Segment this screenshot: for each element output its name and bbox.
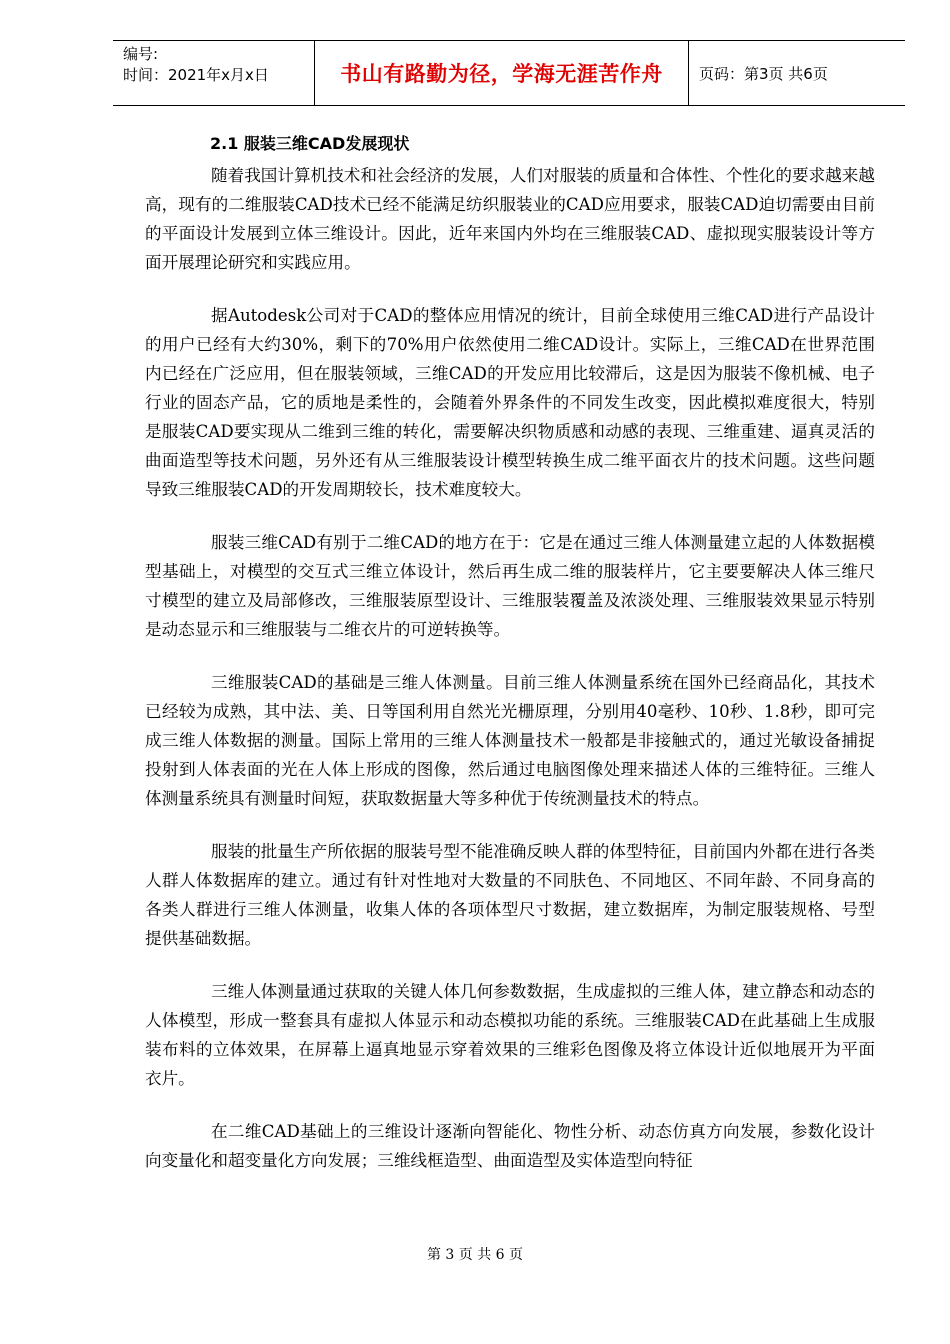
page-header: [113, 40, 905, 106]
paragraph-2: 据Autodesk公司对于CAD的整体应用情况的统计，目前全球使用三维CAD进行产品设计的用户已经有大约30%，剩下的70%用户依然使用二维CAD设计。实际上，三维CAD在世界范围内已经在广泛应用，但在服装领域，三维CAD的开发应用比较滞后，这是因为服装不像机械、电子行业的固态产品，它的质地是柔性的，会随着外界条件的不同发生改变，因此模拟难度很大，特别是服装CAD要实现从二维到三维的转化，需要解决织物质感和动感的表现、三维重建、逼真灵活的曲面造型等技术问题，另外还有从三维服装设计模型转换生成二维平面衣片的技术问题。这些问题导致三维服装CAD的开发周期较长，技术难度较大。: [145, 306, 875, 499]
serial-number-label: 编号:: [123, 45, 159, 63]
paragraph-4: 三维服装CAD的基础是三维人体测量。目前三维人体测量系统在国外已经商品化，其技术已经较为成熟，其中法、美、日等国利用自然光光栅原理，分别用40毫秒、10秒、1.8秒，即可完成三维人体数据的测量。国际上常用的三维人体测量技术一般都是非接触式的，通过光敏设备捕捉投射到人体表面的光在人体上形成的图像，然后通过电脑图像处理来描述人体的三维特征。三维人体测量系统具有测量时间短，获取数据量大等多种优于传统测量技术的特点。: [145, 673, 875, 808]
header-meta: [113, 41, 315, 105]
paragraph-7: 在二维CAD基础上的三维设计逐渐向智能化、物性分析、动态仿真方向发展，参数化设计向变量化和超变量化方向发展；三维线框造型、曲面造型及实体造型向特征: [145, 1122, 875, 1170]
paragraph-3: 服装三维CAD有别于二维CAD的地方在于：它是在通过三维人体测量建立起的人体数据模型基础上，对模型的交互式三维立体设计，然后再生成二维的服装样片，它主要要解决人体三维尺寸模型的建立及局部修改，三维服装原型设计、三维服装覆盖及浓淡处理、三维服装效果显示特别是动态显示和三维服装与二维衣片的可逆转换等。: [145, 533, 875, 639]
paragraph-5: 服装的批量生产所依据的服装号型不能准确反映人群的体型特征，目前国内外都在进行各类人群人体数据库的建立。通过有针对性地对大数量的不同肤色、不同地区、不同年龄、不同身高的各类人群进行三维人体测量，收集人体的各项体型尺寸数据，建立数据库，为制定服装规格、号型提供基础数据。: [145, 842, 875, 948]
paragraph-6: 三维人体测量通过获取的关键人体几何参数数据，生成虚拟的三维人体，建立静态和动态的人体模型，形成一整套具有虚拟人体显示和动态模拟功能的系统。三维服装CAD在此基础上生成服装布料的立体效果，在屏幕上逼真地显示穿着效果的三维彩色图像及将立体设计近似地展开为平面衣片。: [145, 982, 875, 1088]
header-page-number: 页码：第3页 共6页: [699, 64, 828, 83]
header-motto: 书山有路勤为径，学海无涯苦作舟: [315, 41, 689, 105]
page-footer: 第 3 页 共 6 页: [426, 1247, 524, 1263]
section-heading: 2.1 服装三维CAD发展现状: [210, 134, 410, 153]
paragraph-1: 随着我国计算机技术和社会经济的发展，人们对服装的质量和合体性、个性化的要求越来越高，现有的二维服装CAD技术已经不能满足纺织服装业的CAD应用要求，服装CAD迫切需要由目前的平面设计发展到立体三维设计。因此，近年来国内外均在三维服装CAD、虚拟现实服装设计等方面开展理论研究和实践应用。: [145, 166, 875, 272]
document-body: [145, 133, 875, 1199]
time-label: 时间：2021年x月x日: [123, 66, 269, 84]
